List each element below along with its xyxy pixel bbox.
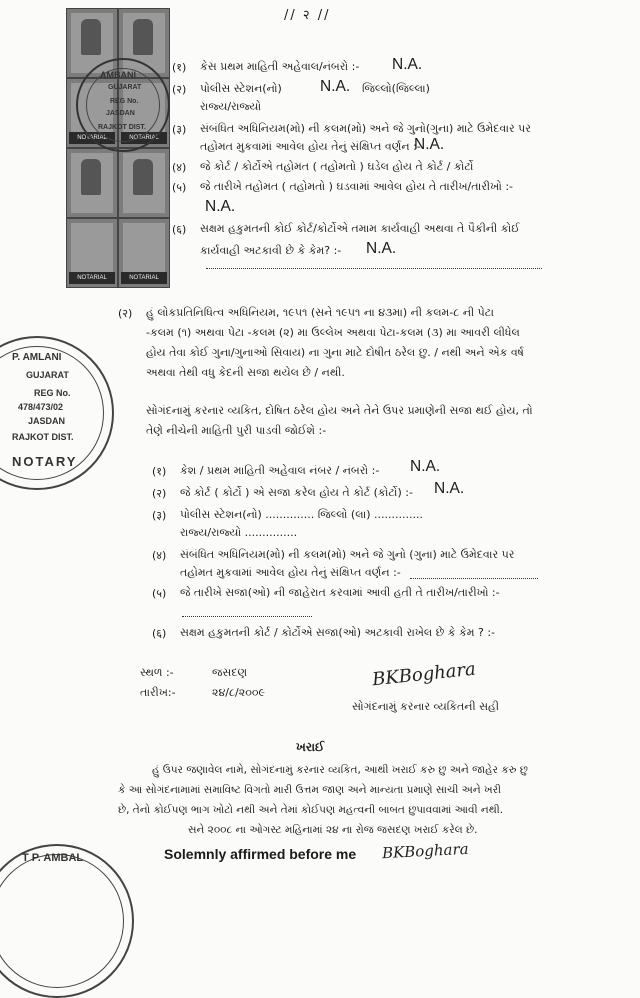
item-text: સંબંધિત અધિનિયમ(મો) ની કલમ(મો) અને જે ગુનો(ગુના) માટે ઉમેદવાર પર (200, 122, 531, 135)
date-value: ૨૪/૮/૨૦૦૯ (212, 686, 265, 699)
notary-seal-bottom: T P. AMBAL (0, 844, 134, 998)
na-value: N.A. (392, 56, 423, 73)
place-value: જસદણ (212, 666, 248, 679)
emblem-icon (81, 19, 101, 55)
item-text: સંબંધિત અધિનિયમ(મો) ની કલમ(મો) અને જે ગુનો (ગુના) માટે ઉમેદવાર પર (180, 548, 515, 561)
item-text: કેશ / પ્રથમ માહિતી અહેવાલ નંબર / નંબરો :- (180, 464, 380, 477)
signature-scribble-bottom: BKBoghara (381, 839, 470, 863)
item-text: તહોમત મુકવામાં આવેલ હોય તેનું સંક્ષિપ્ત વર્ણન :- (200, 140, 421, 153)
part2-line: -કલમ (૧) અથવા પેટા -કલમ (૨) મા ઉલ્લેખ અથવા પેટા-કલમ (૩) મા આવરી લીધેલ (146, 326, 520, 339)
item-text: રાજ્ય/રાજ્યો ............... (180, 526, 298, 539)
notarial-stamps (66, 8, 170, 288)
fill-line (410, 578, 538, 579)
na-value: N.A. (320, 78, 351, 95)
emblem-icon (133, 19, 153, 55)
na-value: N.A. (366, 240, 397, 257)
part2-line: અથવા તેથી વધુ કેદની સજા થયેલ છે / નથી. (146, 366, 345, 379)
item-text: જે કોર્ટ / કોર્ટોએ તહોમત ( તહોમતો ) ઘડેલ હોય તે કોર્ટ / કોર્ટો (200, 160, 474, 173)
oath-line: સને ૨૦૦૮ ના ઓગસ્ટ મહિનામાં ૨૪ ના રોજ જસદણ ખરાઈ કરેલ છે. (188, 824, 478, 836)
item-text: કાર્યવાહી અટકાવી છે કે કેમ? :- (200, 244, 342, 257)
notary-seal-left: P. AMLANI GUJARAT REG No. 478/473/02 JASDAN RAJKOT DIST. NOTARY (0, 336, 114, 490)
signature-caption: સોગંદનામું કરનાર વ્યકિતની સહી (352, 700, 500, 713)
note-line: સોગંદનામું કરનાર વ્યકિત, દોષિત ઠરેલ હોય અને તેને ઉપર પ્રમાણેની સજા થઈ હોય, તો (146, 404, 533, 417)
na-value: N.A. (434, 480, 465, 497)
item-text: જિલ્લો(જિલ્લા) (362, 82, 430, 95)
signature-scribble: BKBoghara (371, 658, 477, 691)
item-text: રાજ્ય/રાજ્યો (200, 100, 262, 113)
affirmed-text: Solemnly affirmed before me (164, 846, 357, 862)
item-text: સક્ષમ હકુમતની કોર્ટ / કોર્ટોએ સજા(ઓ) અટકાવી રાખેલ છે કે કેમ ? :- (180, 626, 495, 639)
notary-seal-overprint: AMBANI GUJARAT REG No. JASDAN RAJKOT DIST. (76, 58, 170, 152)
item-text: પોલીસ સ્ટેશન(નો) .............. જિલ્લો (લા) .............. (180, 508, 423, 521)
emblem-icon (133, 159, 153, 195)
item-text: જે કોર્ટ ( કોર્ટો ) એ સજા કરેલ હોય તે કોર્ટ (કોર્ટો) :- (180, 486, 413, 499)
fill-line (182, 616, 312, 617)
item-text: પોલીસ સ્ટેશન(નો) (200, 82, 282, 95)
stamp-label: NOTARIAL (69, 132, 115, 144)
date-label: તારીખ:- (140, 686, 176, 699)
note-line: તેણે નીચેની માહિતી પુરી પાડવી જોઈશે :- (146, 424, 327, 437)
stamp-label: NOTARIAL (69, 272, 115, 284)
oath-line: છે, તેનો કોઈપણ ભાગ ખોટો નથી અને તેમાં કોઈપણ મહત્વની બાબત છુપાવવામાં આવી નથી. (118, 804, 504, 816)
oath-line: કે આ સોગંદનામામાં સમાવિષ્ટ વિગતો મારી ઉત્તમ જાણ અને માન્યતા પ્રમાણે સાચી અને ખરી (118, 784, 502, 796)
oath-title: ખરાઈ (296, 740, 325, 754)
page-number: // २ // (284, 8, 331, 23)
part2-line: હું લોકપ્રતિનિધિત્વ અધિનિયમ, ૧૯૫૧ (સને ૧૯૫૧ ના ૪૩મા) ની કલમ-૮ ની પેટા (146, 306, 494, 319)
na-value: N.A. (410, 458, 441, 475)
na-value: N.A. (205, 198, 236, 215)
item-text: જે તારીખે તહોમત ( તહોમતો ) ઘડવામાં આવેલ હોય તે તારીખ/તારીખો :- (200, 180, 514, 193)
fill-line (206, 268, 542, 269)
item-text: તહોમત મુકવામાં આવેલ હોય તેનું સંક્ષિપ્ત વર્ણન :- (180, 566, 401, 579)
item-text: જે તારીખે સજા(ઓ) ની જાહેરાત કરવામાં આવી હતી તે તારીખ/તારીખો :- (180, 586, 500, 599)
oath-line: હું ઉપર જણાવેલ નામે, સોગંદનામું કરનાર વ્યકિત, આથી ખરાઈ કરુ છુ અને જાહેર કરુ છુ (152, 764, 528, 776)
emblem-icon (81, 159, 101, 195)
place-label: સ્થળ :- (140, 666, 174, 679)
stamp-label: NOTARIAL (121, 132, 167, 144)
item-text: કેસ પ્રથમ માહિતી અહેવાલ/નંબરો :- (200, 60, 360, 73)
item-text: સક્ષમ હકુમતની કોઈ કોર્ટ/કોર્ટોએ તમામ કાર્યવાહી અથવા તે પૈકીની કોઈ (200, 222, 520, 235)
stamp-label: NOTARIAL (121, 272, 167, 284)
na-value: N.A. (414, 136, 445, 153)
part2-line: હોય તેવા કોઈ ગુના/ગુનાઓ સિવાય) ના ગુના માટે દોષીત ઠરેલ છુ. / નથી અને એક વર્ષ (146, 346, 524, 359)
